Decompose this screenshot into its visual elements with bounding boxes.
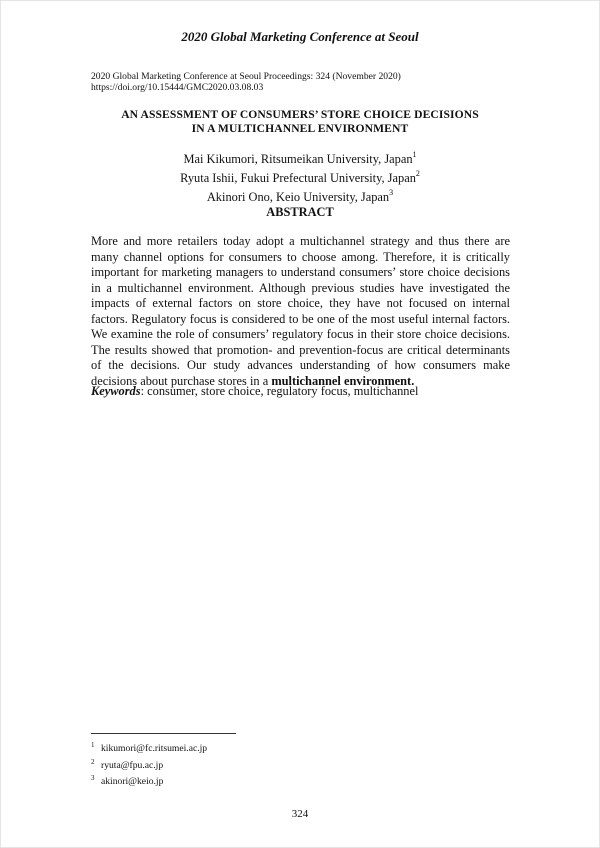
author-2-affiliation: Ryuta Ishii, Fukui Prefectural University, Japan [180,171,416,186]
footnote-1-mark: 1 [91,741,95,749]
footnote-1-email[interactable]: kikumori@fc.ritsumei.ac.jp [101,743,208,755]
footnote-3 [91,772,207,789]
abstract-body [91,234,510,389]
author-2-footnote-mark: 2 [415,169,420,179]
author-1-footnote-mark: 1 [412,150,417,159]
footnote-2 [91,756,207,773]
author-3 [60,186,540,205]
abstract-text: More and more retailers today adopt a multichannel strategy and thus there are many channel options for consumers to choose among. Therefore, it is critically important for marketing managers to understand consumers’ store choice decisions in a multichannel environment. Although previous studies have investigated the impacts of external factors on store choice, they have not focused on internal factors. Regulatory focus is considered to be one of the most useful internal factors. We examine the role of consumers’ regulatory focus in their store choice decisions. The results showed that promotion- and prevention-focus are critical determinants of the decisions. Our study advances understanding of how consumers make decisions about purchase stores in a [91,234,510,388]
footnote-1 [91,739,207,756]
title-line-1: AN ASSESSMENT OF CONSUMERS’ STORE CHOICE DECISIONS [121,108,479,121]
footnotes [91,739,207,789]
title-line-2: IN A MULTICHANNEL ENVIRONMENT [191,122,409,135]
page-number: 324 [291,808,309,820]
keywords-list: : consumer, store choice, regulatory focus, multichannel [140,384,419,398]
abstract-bold-tail: multichannel environment. [271,373,415,388]
author-list [60,148,540,205]
doi-link[interactable]: https://doi.org/10.15444/GMC2020.03.08.03 [91,82,264,93]
proceedings-info [91,71,401,93]
footnote-3-email[interactable]: akinori@keio.jp [101,776,164,788]
keywords-label: Keywords [91,384,141,398]
conference-header: 2020 Global Marketing Conference at Seoul [181,29,419,44]
proceedings-citation: 2020 Global Marketing Conference at Seoul Proceedings: 324 (November 2020) [91,71,401,82]
author-3-footnote-mark: 3 [389,188,394,198]
paper-title [60,108,540,136]
footnote-2-mark: 2 [91,757,95,766]
author-1-affiliation: Mai Kikumori, Ritsumeikan University, Japan [183,152,413,167]
author-1 [60,148,540,167]
author-2 [60,167,540,186]
keywords [91,384,510,400]
author-3-affiliation: Akinori Ono, Keio University, Japan [206,190,390,205]
footnote-3-mark: 3 [91,774,95,783]
abstract-heading: ABSTRACT [266,205,334,219]
footnote-2-email[interactable]: ryuta@fpu.ac.jp [101,759,164,771]
footnote-divider [91,733,236,734]
